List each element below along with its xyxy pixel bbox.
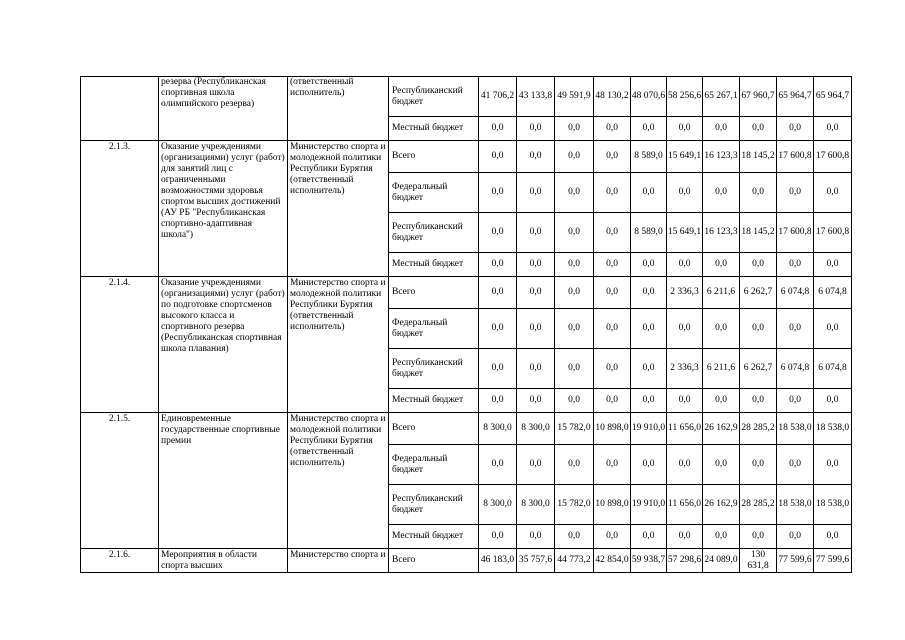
amount-cell: 0,0: [631, 309, 667, 349]
amount-cell: 0,0: [594, 141, 631, 173]
table-row: [81, 413, 852, 445]
amount-cell: 49 591,9: [555, 77, 594, 117]
funding-source: Республиканский бюджет: [389, 485, 479, 525]
amount-cell: 16 123,3: [703, 141, 740, 173]
budget-table-body: [81, 77, 852, 573]
amount-cell: 0,0: [517, 349, 555, 389]
measure-executor: (ответственный исполнитель): [288, 77, 389, 141]
amount-cell: 0,0: [740, 117, 777, 141]
amount-cell: 0,0: [555, 445, 594, 485]
amount-cell: 0,0: [740, 389, 777, 413]
amount-cell: 2 336,3: [667, 277, 703, 309]
measure-executor: Министерство спорта и молодежной политики Республики Бурятия (ответственный исполнитель): [288, 413, 389, 549]
funding-source: Федеральный бюджет: [389, 309, 479, 349]
amount-cell: 15 649,1: [667, 213, 703, 253]
amount-cell: 0,0: [740, 309, 777, 349]
amount-cell: 18 538,0: [777, 413, 814, 445]
amount-cell: 0,0: [517, 389, 555, 413]
amount-cell: 17 600,8: [777, 213, 814, 253]
amount-cell: 0,0: [594, 253, 631, 277]
amount-cell: 0,0: [667, 445, 703, 485]
amount-cell: 0,0: [703, 445, 740, 485]
amount-cell: 0,0: [814, 117, 852, 141]
amount-cell: 0,0: [479, 141, 517, 173]
funding-source: Всего: [389, 141, 479, 173]
amount-cell: 130 631,8: [740, 549, 777, 573]
amount-cell: 0,0: [555, 117, 594, 141]
amount-cell: 0,0: [814, 389, 852, 413]
funding-source: Местный бюджет: [389, 253, 479, 277]
amount-cell: 77 599,6: [814, 549, 852, 573]
measure-code: 2.1.5.: [81, 413, 159, 549]
amount-cell: 0,0: [631, 117, 667, 141]
funding-source: Республиканский бюджет: [389, 349, 479, 389]
amount-cell: 6 211,6: [703, 277, 740, 309]
amount-cell: 18 145,2: [740, 141, 777, 173]
amount-cell: 0,0: [555, 349, 594, 389]
amount-cell: 6 262,7: [740, 349, 777, 389]
amount-cell: 0,0: [777, 253, 814, 277]
budget-table: [80, 76, 852, 573]
amount-cell: 0,0: [555, 277, 594, 309]
amount-cell: 0,0: [631, 173, 667, 213]
amount-cell: 6 262,7: [740, 277, 777, 309]
amount-cell: 0,0: [777, 389, 814, 413]
amount-cell: 0,0: [667, 389, 703, 413]
measure-code: 2.1.4.: [81, 277, 159, 413]
amount-cell: 0,0: [777, 117, 814, 141]
amount-cell: 0,0: [517, 213, 555, 253]
amount-cell: 17 600,8: [814, 213, 852, 253]
amount-cell: 6 074,8: [814, 349, 852, 389]
amount-cell: 0,0: [555, 525, 594, 549]
measure-name: резерва (Республиканская спортивная школа олимпийского резерва): [159, 77, 288, 141]
amount-cell: 28 285,2: [740, 485, 777, 525]
amount-cell: 0,0: [479, 213, 517, 253]
amount-cell: 8 300,0: [479, 413, 517, 445]
amount-cell: 67 960,7: [740, 77, 777, 117]
amount-cell: 6 211,6: [703, 349, 740, 389]
amount-cell: 15 649,1: [667, 141, 703, 173]
amount-cell: 26 162,9: [703, 485, 740, 525]
amount-cell: 0,0: [814, 173, 852, 213]
amount-cell: 77 599,6: [777, 549, 814, 573]
amount-cell: 0,0: [777, 525, 814, 549]
amount-cell: 18 538,0: [814, 413, 852, 445]
amount-cell: 0,0: [631, 389, 667, 413]
funding-source: Республиканский бюджет: [389, 213, 479, 253]
amount-cell: 0,0: [594, 309, 631, 349]
amount-cell: 0,0: [479, 445, 517, 485]
amount-cell: 0,0: [667, 525, 703, 549]
funding-source: Всего: [389, 413, 479, 445]
amount-cell: 6 074,8: [777, 349, 814, 389]
amount-cell: 43 133,8: [517, 77, 555, 117]
measure-code: [81, 77, 159, 141]
amount-cell: 0,0: [631, 349, 667, 389]
amount-cell: 2 336,3: [667, 349, 703, 389]
amount-cell: 8 300,0: [479, 485, 517, 525]
amount-cell: 59 938,7: [631, 549, 667, 573]
amount-cell: 0,0: [517, 309, 555, 349]
amount-cell: 0,0: [667, 173, 703, 213]
amount-cell: 17 600,8: [814, 141, 852, 173]
amount-cell: 0,0: [594, 349, 631, 389]
amount-cell: 0,0: [814, 445, 852, 485]
amount-cell: 0,0: [703, 117, 740, 141]
amount-cell: 11 656,0: [667, 485, 703, 525]
amount-cell: 0,0: [555, 253, 594, 277]
amount-cell: 0,0: [703, 173, 740, 213]
amount-cell: 0,0: [479, 349, 517, 389]
amount-cell: 6 074,8: [777, 277, 814, 309]
amount-cell: 17 600,8: [777, 141, 814, 173]
amount-cell: 0,0: [594, 173, 631, 213]
amount-cell: 0,0: [594, 525, 631, 549]
amount-cell: 58 256,6: [667, 77, 703, 117]
amount-cell: 48 070,6: [631, 77, 667, 117]
amount-cell: 0,0: [517, 445, 555, 485]
amount-cell: 0,0: [555, 309, 594, 349]
amount-cell: 15 782,0: [555, 413, 594, 445]
amount-cell: 0,0: [517, 117, 555, 141]
amount-cell: 8 589,0: [631, 213, 667, 253]
amount-cell: 8 300,0: [517, 413, 555, 445]
amount-cell: 0,0: [703, 253, 740, 277]
amount-cell: 0,0: [479, 389, 517, 413]
amount-cell: 18 145,2: [740, 213, 777, 253]
budget-table-page: [80, 76, 852, 573]
amount-cell: 0,0: [777, 309, 814, 349]
funding-source: Республиканский бюджет: [389, 77, 479, 117]
amount-cell: 10 898,0: [594, 413, 631, 445]
table-row: [81, 277, 852, 309]
amount-cell: 0,0: [594, 117, 631, 141]
amount-cell: 65 267,1: [703, 77, 740, 117]
amount-cell: 19 910,0: [631, 485, 667, 525]
amount-cell: 0,0: [777, 445, 814, 485]
amount-cell: 0,0: [777, 173, 814, 213]
amount-cell: 65 964,7: [777, 77, 814, 117]
amount-cell: 0,0: [517, 141, 555, 173]
amount-cell: 0,0: [631, 253, 667, 277]
funding-source: Всего: [389, 277, 479, 309]
amount-cell: 44 773,2: [555, 549, 594, 573]
table-row: [81, 77, 852, 117]
amount-cell: 0,0: [740, 525, 777, 549]
measure-name: Мероприятия в области спорта высших: [159, 549, 288, 573]
amount-cell: 42 854,0: [594, 549, 631, 573]
amount-cell: 0,0: [517, 277, 555, 309]
amount-cell: 0,0: [517, 173, 555, 213]
amount-cell: 8 300,0: [517, 485, 555, 525]
amount-cell: 0,0: [667, 309, 703, 349]
amount-cell: 48 130,2: [594, 77, 631, 117]
amount-cell: 0,0: [555, 141, 594, 173]
measure-name: Единовременные государственные спортивные премии: [159, 413, 288, 549]
amount-cell: 0,0: [479, 253, 517, 277]
amount-cell: 18 538,0: [814, 485, 852, 525]
amount-cell: 0,0: [814, 309, 852, 349]
table-row: [81, 141, 852, 173]
amount-cell: 0,0: [594, 213, 631, 253]
amount-cell: 0,0: [703, 525, 740, 549]
amount-cell: 41 706,2: [479, 77, 517, 117]
amount-cell: 0,0: [740, 445, 777, 485]
funding-source: Федеральный бюджет: [389, 173, 479, 213]
amount-cell: 0,0: [517, 525, 555, 549]
amount-cell: 0,0: [740, 173, 777, 213]
amount-cell: 65 964,7: [814, 77, 852, 117]
amount-cell: 0,0: [631, 277, 667, 309]
amount-cell: 0,0: [631, 445, 667, 485]
amount-cell: 0,0: [631, 525, 667, 549]
amount-cell: 0,0: [479, 525, 517, 549]
amount-cell: 11 656,0: [667, 413, 703, 445]
funding-source: Местный бюджет: [389, 525, 479, 549]
amount-cell: 10 898,0: [594, 485, 631, 525]
amount-cell: 0,0: [479, 309, 517, 349]
amount-cell: 0,0: [703, 389, 740, 413]
amount-cell: 16 123,3: [703, 213, 740, 253]
amount-cell: 19 910,0: [631, 413, 667, 445]
amount-cell: 0,0: [703, 309, 740, 349]
measure-name: Оказание учреждениями (организациями) услуг (работ) по подготовке спортсменов высокого класса и спортивного резерва (Республиканская спортивная школа плавания): [159, 277, 288, 413]
amount-cell: 0,0: [667, 117, 703, 141]
amount-cell: 0,0: [517, 253, 555, 277]
measure-code: 2.1.6.: [81, 549, 159, 573]
amount-cell: 0,0: [479, 173, 517, 213]
amount-cell: 0,0: [479, 117, 517, 141]
measure-code: 2.1.3.: [81, 141, 159, 277]
funding-source: Местный бюджет: [389, 117, 479, 141]
amount-cell: 0,0: [667, 253, 703, 277]
amount-cell: 15 782,0: [555, 485, 594, 525]
amount-cell: 0,0: [814, 525, 852, 549]
amount-cell: 0,0: [555, 173, 594, 213]
amount-cell: 0,0: [740, 253, 777, 277]
amount-cell: 8 589,0: [631, 141, 667, 173]
measure-executor: Министерство спорта и молодежной политики Республики Бурятия (ответственный исполнитель): [288, 141, 389, 277]
measure-executor: Министерство спорта и молодежной политики Республики Бурятия (ответственный исполнитель): [288, 277, 389, 413]
amount-cell: 46 183,0: [479, 549, 517, 573]
measure-executor: Министерство спорта и: [288, 549, 389, 573]
amount-cell: 57 298,6: [667, 549, 703, 573]
amount-cell: 6 074,8: [814, 277, 852, 309]
amount-cell: 18 538,0: [777, 485, 814, 525]
amount-cell: 0,0: [814, 253, 852, 277]
amount-cell: 28 285,2: [740, 413, 777, 445]
amount-cell: 0,0: [594, 445, 631, 485]
funding-source: Всего: [389, 549, 479, 573]
measure-name: Оказание учреждениями (организациями) услуг (работ) для занятий лиц с ограниченными возможностями здоровья спортом высших достижений (АУ РБ "Республиканская спортивно-адаптивная школа"): [159, 141, 288, 277]
amount-cell: 26 162,9: [703, 413, 740, 445]
amount-cell: 0,0: [594, 277, 631, 309]
funding-source: Федеральный бюджет: [389, 445, 479, 485]
amount-cell: 24 089,0: [703, 549, 740, 573]
amount-cell: 35 757,6: [517, 549, 555, 573]
table-row: [81, 549, 852, 573]
amount-cell: 0,0: [594, 389, 631, 413]
funding-source: Местный бюджет: [389, 389, 479, 413]
amount-cell: 0,0: [479, 277, 517, 309]
amount-cell: 0,0: [555, 389, 594, 413]
amount-cell: 0,0: [555, 213, 594, 253]
